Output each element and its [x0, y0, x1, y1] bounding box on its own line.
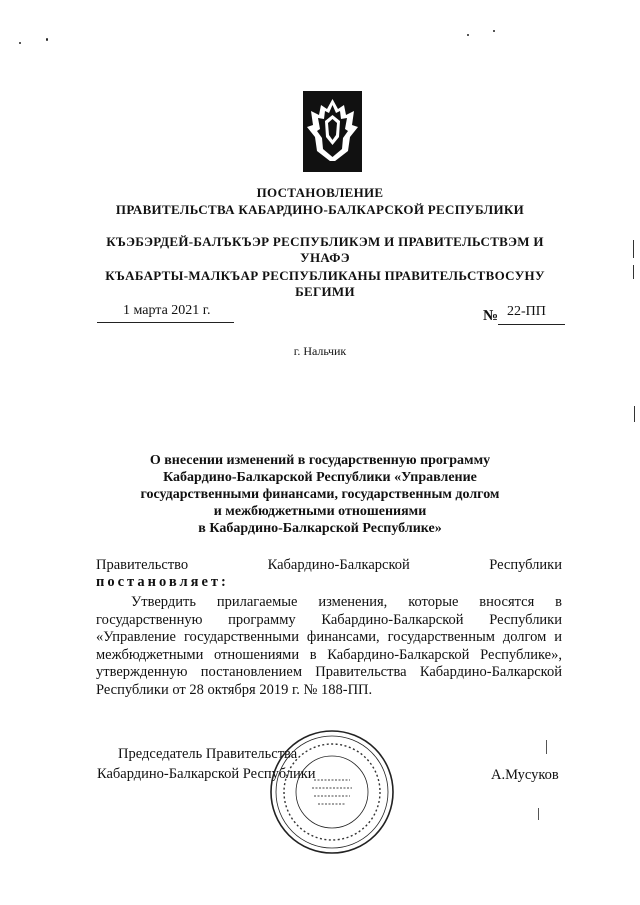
doc-type-heading: ПОСТАНОВЛЕНИЕ: [256, 185, 384, 200]
scan-speck: [19, 42, 21, 44]
issuer-heading-kabardian: КЪЭБЭРДЕЙ-БАЛЪКЪЭР РЕСПУБЛИКЭМ И ПРАВИТЕЛЬСТВЭМ И УНАФЭ: [106, 234, 544, 265]
title-line: и межбюджетными отношениями: [213, 504, 427, 519]
date-underline: [97, 322, 234, 323]
document-date: 1 марта 2021 г.: [123, 303, 211, 318]
coat-of-arms-icon: [303, 91, 362, 172]
issuer-heading-balkar: КЪАБАРТЫ-МАЛКЪАР РЕСПУБЛИКАНЫ ПРАВИТЕЛЬСТВОСУНУ БЕГИМИ: [105, 268, 545, 299]
number-label: №: [483, 308, 499, 324]
resolution-keyword: постановляет:: [96, 574, 229, 590]
title-line: в Кабардино-Балкарской Республике»: [198, 521, 442, 536]
scan-speck: [46, 38, 48, 41]
signatory-name: А.Мусуков: [491, 767, 559, 783]
document-city: г. Нальчик: [293, 344, 347, 358]
document-number: 22-ПП: [507, 304, 546, 319]
issuer-heading: ПРАВИТЕЛЬСТВА КАБАРДИНО-БАЛКАРСКОЙ РЕСПУБЛИКИ: [115, 202, 525, 217]
scan-speck: [467, 34, 469, 36]
scan-mark: [633, 240, 634, 258]
scan-mark: [546, 740, 547, 754]
signatory-title-2: Кабардино-Балкарской Республики: [97, 766, 316, 782]
title-line: государственными финансами, государственным долгом: [140, 487, 500, 502]
document-title: [0, 452, 640, 537]
resolution-intro: Правительство Кабардино-Балкарской Республики: [96, 557, 562, 573]
scan-mark: [634, 406, 635, 422]
scan-mark: [633, 265, 634, 279]
scan-speck: [493, 30, 495, 32]
title-line: Кабардино-Балкарской Республики «Управление: [163, 470, 477, 485]
resolution-body: Утвердить прилагаемые изменения, которые вносятся в государственную программу Кабардино-Балкарской Республики «Управление государственными финансами, государственным долгом и межбюджетными отношениями в Кабардино-Балкарской Республике», утвержденную постановлением Правительства Кабардино-Балкарской Республики от 28 октября 2019 г. № 188-ПП.: [96, 594, 562, 698]
title-line: О внесении изменений в государственную программу: [149, 453, 491, 468]
official-seal-icon: [268, 728, 396, 856]
scan-mark: [538, 808, 539, 820]
signatory-title: Председатель Правительства: [118, 746, 298, 762]
number-underline: [498, 324, 565, 325]
